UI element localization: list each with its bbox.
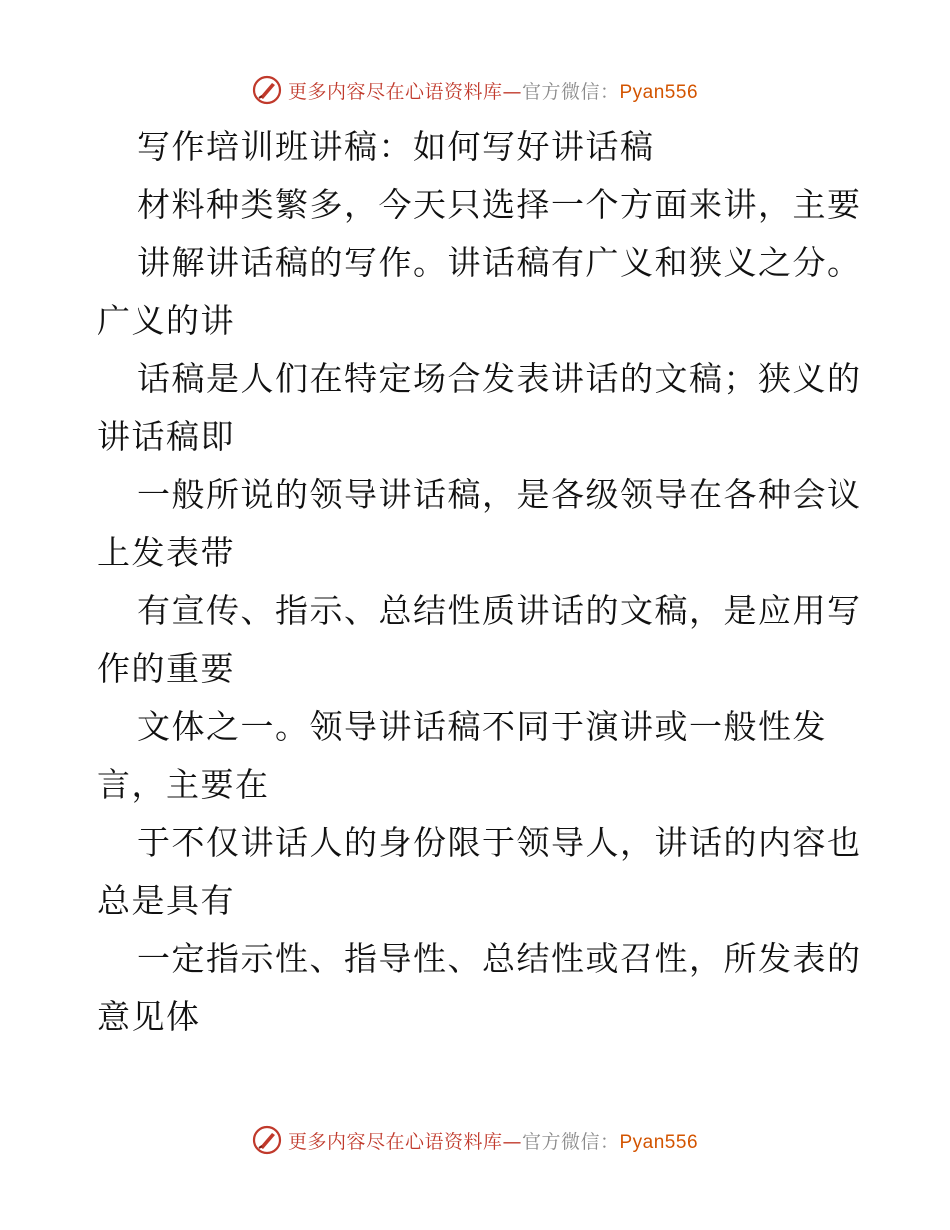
banner-dash: — [502, 1130, 522, 1153]
banner-text [288, 1127, 698, 1154]
text-line: 上发表带 [97, 533, 235, 572]
banner-prefix: 更多内容尽在心语资料库 [287, 1130, 503, 1153]
banner-account: Pyan556 [619, 1131, 699, 1153]
banner-wechat-label: 官方微信： [521, 1130, 620, 1153]
banner-wechat-label: 官方微信： [521, 80, 620, 103]
text-line: 文体之一。领导讲话稿不同于演讲或一般性发 [137, 707, 827, 746]
text-line: 材料种类繁多，今天只选择一个方面来讲，主要 [137, 185, 862, 224]
text-line: 讲话稿即 [97, 417, 235, 456]
text-line: 一般所说的领导讲话稿，是各级领导在各种会议 [137, 475, 862, 514]
text-line: 言，主要在 [97, 765, 270, 804]
text-line: 总是具有 [97, 881, 235, 920]
banner-account: Pyan556 [619, 81, 699, 103]
text-line: 一定指示性、指导性、总结性或召性，所发表的 [137, 939, 862, 978]
quill-seal-icon [252, 75, 282, 105]
header-banner [0, 70, 950, 110]
text-line: 作的重要 [97, 649, 235, 688]
text-line: 意见体 [97, 997, 201, 1036]
text-line: 于不仅讲话人的身份限于领导人，讲话的内容也 [137, 823, 862, 862]
text-line: 讲解讲话稿的写作。讲话稿有广义和狭义之分。 [137, 243, 862, 282]
text-line: 有宣传、指示、总结性质讲话的文稿，是应用写 [137, 591, 862, 630]
quill-seal-icon [252, 1125, 282, 1155]
banner-prefix: 更多内容尽在心语资料库 [287, 80, 503, 103]
banner-dash: — [502, 80, 522, 103]
text-line: 写作培训班讲稿：如何写好讲话稿 [137, 127, 655, 166]
text-line: 广义的讲 [97, 301, 235, 340]
footer-banner [0, 1120, 950, 1160]
text-line: 话稿是人们在特定场合发表讲话的文稿；狭义的 [137, 359, 862, 398]
banner-text [288, 77, 698, 104]
document-body [97, 118, 862, 1046]
